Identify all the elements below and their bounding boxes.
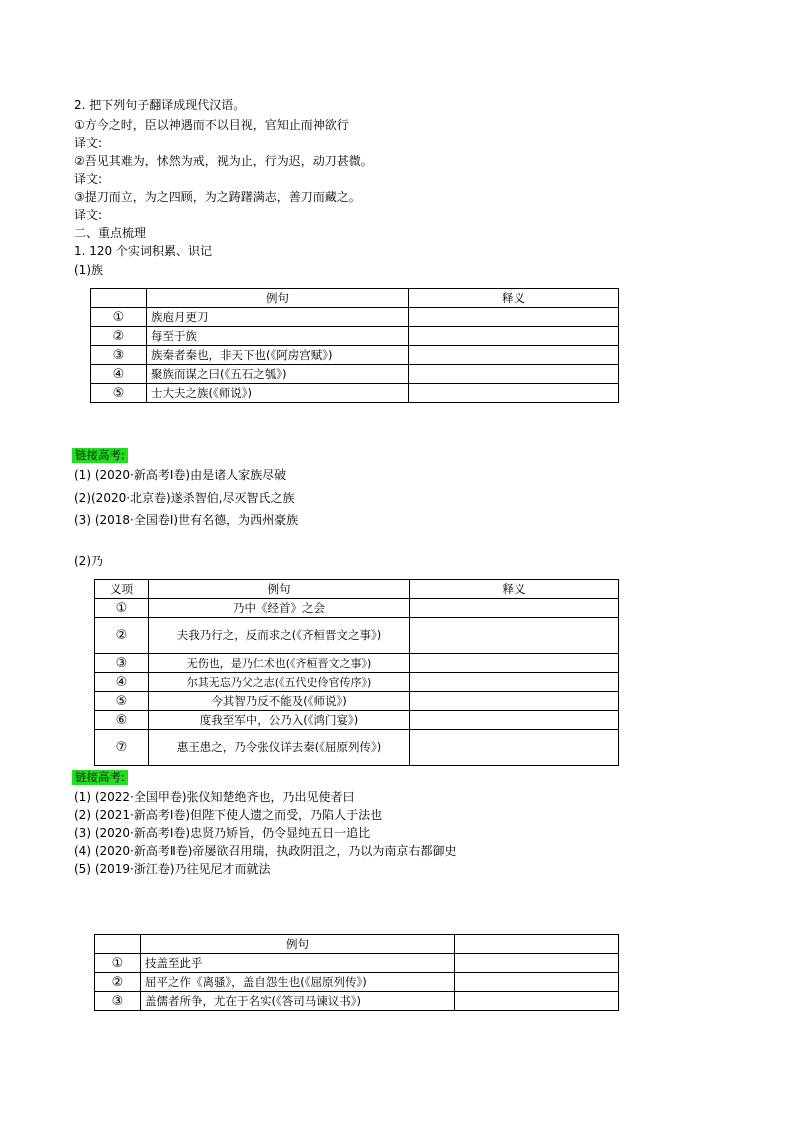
header-cell: [455, 935, 619, 954]
row-number: ①: [95, 599, 149, 618]
row-number: ④: [95, 673, 149, 692]
example-sentence: 今其智乃反不能及(《师说》): [149, 692, 410, 711]
meaning-cell: [410, 711, 619, 730]
header-cell: 释义: [409, 289, 619, 308]
row-number: ③: [95, 992, 141, 1011]
row-number: ③: [95, 654, 149, 673]
nai-table: [94, 579, 619, 766]
header-cell: [95, 935, 141, 954]
header-cell: 释义: [410, 580, 619, 599]
table-header-row: [91, 289, 619, 308]
gaokao-link-item: (1) (2022·全国甲卷)张仪知楚绝齐也，乃出见使者曰: [74, 790, 355, 804]
q2-sentence-1: ①方今之时，臣以神遇而不以目视，官知止而神欲行: [74, 118, 349, 132]
q2-translation-label-1: 译文:: [74, 136, 103, 150]
row-number: ⑥: [95, 711, 149, 730]
table-row: [95, 954, 619, 973]
q2-sentence-3: ③提刀而立，为之四顾，为之踌躇满志，善刀而藏之。: [74, 190, 361, 204]
table-row: [91, 346, 619, 365]
meaning-cell: [409, 327, 619, 346]
row-number: ⑤: [95, 692, 149, 711]
gaokao-link-item: (2) (2021·新高考Ⅰ卷)但陛下使人遗之而受，乃陷人于法也: [74, 808, 383, 822]
meaning-cell: [410, 692, 619, 711]
row-number: ③: [91, 346, 147, 365]
example-sentence: 无伤也，是乃仁术也(《齐桓晋文之事》): [149, 654, 410, 673]
row-number: ⑦: [95, 730, 149, 766]
table-row: [91, 384, 619, 403]
link-gaokao-badge: 链接高考:: [72, 770, 128, 785]
table-row: [91, 365, 619, 384]
gaokao-link-item: (2)(2020·北京卷)遂杀智伯,尽灭智氏之族: [74, 491, 295, 505]
gaokao-link-item: (1) (2020·新高考Ⅰ卷)由是诸人家族尽破: [74, 468, 287, 482]
row-number: ①: [91, 308, 147, 327]
meaning-cell: [409, 346, 619, 365]
header-cell: 例句: [147, 289, 409, 308]
example-sentence: 族秦者秦也，非天下也(《阿房宫赋》): [147, 346, 409, 365]
table-row: [95, 730, 619, 766]
meaning-cell: [409, 365, 619, 384]
table-row: [95, 654, 619, 673]
q2-translation-label-2: 译文:: [74, 172, 103, 186]
meaning-cell: [410, 599, 619, 618]
meaning-cell: [409, 308, 619, 327]
table-row: [91, 327, 619, 346]
gaokao-link-item: (4) (2020·新高考Ⅱ卷)帝屡欲召用瑞，执政阴沮之，乃以为南京右都御史: [74, 844, 457, 858]
example-sentence: 族庖月更刀: [147, 308, 409, 327]
gai-table: [94, 934, 619, 1011]
example-sentence: 聚族而谋之曰(《五石之瓠》): [147, 365, 409, 384]
table-row: [95, 711, 619, 730]
gaokao-link-item: (3) (2018·全国卷Ⅰ)世有名德，为西州豪族: [74, 513, 299, 527]
q2-sentence-2: ②吾见其难为，怵然为戒，视为止，行为迟，动刀甚微。: [74, 154, 373, 168]
gaokao-link-item: (5) (2019·浙江卷)乃往见尼才而就法: [74, 862, 271, 876]
meaning-cell: [410, 730, 619, 766]
meaning-cell: [455, 954, 619, 973]
table-row: [95, 618, 619, 654]
table-header-row: [95, 580, 619, 599]
zu-table: [90, 288, 619, 403]
table-row: [95, 673, 619, 692]
example-sentence: 尔其无忘乃父之志(《五代史伶官传序》): [149, 673, 410, 692]
example-sentence: 技盖至此乎: [141, 954, 455, 973]
example-sentence: 度我至军中，公乃入(《鸿门宴》): [149, 711, 410, 730]
nai-heading: (2)乃: [74, 554, 103, 568]
meaning-cell: [410, 673, 619, 692]
q2-translation-label-3: 译文:: [74, 208, 103, 222]
row-number: ②: [95, 618, 149, 654]
section-subtitle: 1. 120 个实词积累、识记: [74, 244, 212, 258]
header-cell: 义项: [95, 580, 149, 599]
example-sentence: 乃中《经首》之会: [149, 599, 410, 618]
table-row: [95, 692, 619, 711]
header-cell: 例句: [149, 580, 410, 599]
meaning-cell: [455, 973, 619, 992]
example-sentence: 士大夫之族(《师说》): [147, 384, 409, 403]
meaning-cell: [455, 992, 619, 1011]
example-sentence: 夫我乃行之，反而求之(《齐桓晋文之事》): [149, 618, 410, 654]
row-number: ⑤: [91, 384, 147, 403]
row-number: ②: [91, 327, 147, 346]
header-cell: [91, 289, 147, 308]
example-sentence: 惠王患之，乃令张仪详去秦(《屈原列传》): [149, 730, 410, 766]
meaning-cell: [410, 654, 619, 673]
example-sentence: 每至于族: [147, 327, 409, 346]
question-title: 2. 把下列句子翻译成现代汉语。: [74, 98, 246, 112]
row-number: ④: [91, 365, 147, 384]
table-header-row: [95, 935, 619, 954]
example-sentence: 屈平之作《离骚》，盖自怨生也(《屈原列传》): [141, 973, 455, 992]
row-number: ②: [95, 973, 141, 992]
meaning-cell: [409, 384, 619, 403]
header-cell: 例句: [141, 935, 455, 954]
link-gaokao-badge: 链接高考:: [72, 448, 128, 463]
table-row: [95, 599, 619, 618]
gaokao-link-item: (3) (2020·新高考Ⅰ卷)忠贤乃矫旨，仍令显纯五日一追比: [74, 826, 371, 840]
zu-heading: (1)族: [74, 263, 103, 277]
meaning-cell: [410, 618, 619, 654]
table-row: [95, 973, 619, 992]
table-row: [95, 992, 619, 1011]
row-number: ①: [95, 954, 141, 973]
table-row: [91, 308, 619, 327]
example-sentence: 盖儒者所争，尤在于名实(《答司马谏议书》): [141, 992, 455, 1011]
section-title: 二、重点梳理: [74, 226, 147, 240]
